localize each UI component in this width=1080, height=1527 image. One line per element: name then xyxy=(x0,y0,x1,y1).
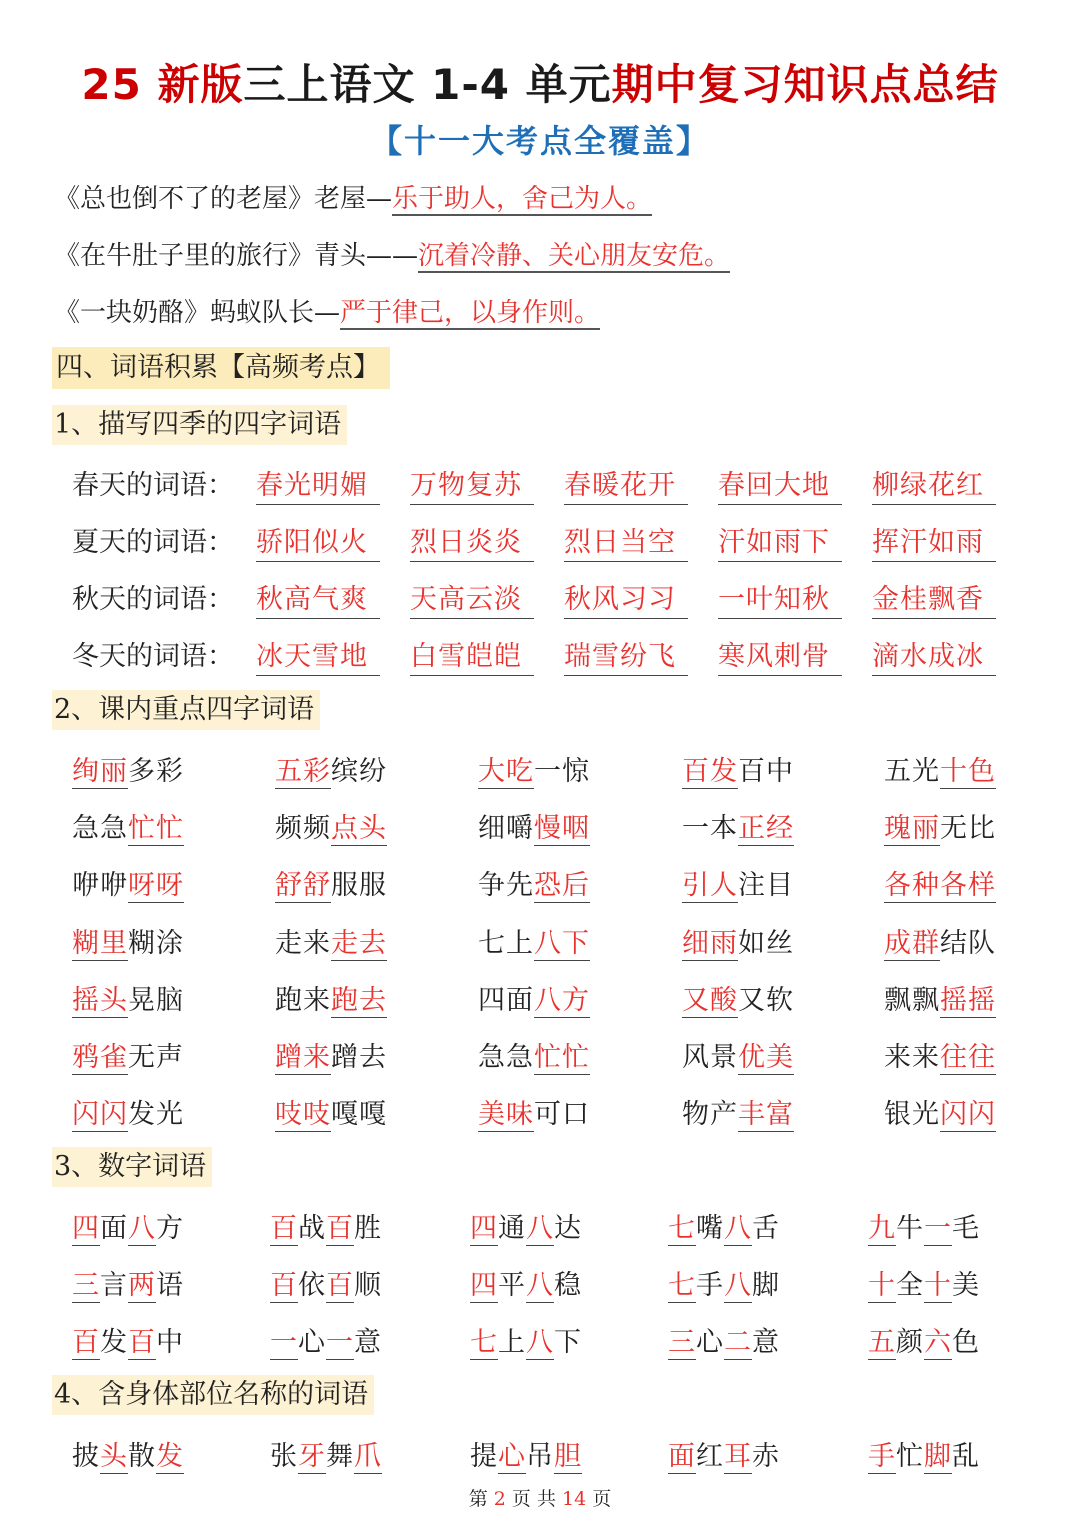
plain-chars: 咿咿 xyxy=(72,870,128,902)
season-word: 白雪皑皑 xyxy=(410,634,534,676)
highlighted-chars: 四 xyxy=(470,1270,498,1301)
highlighted-chars: 头 xyxy=(100,1441,128,1472)
plain-chars: 色 xyxy=(952,1327,980,1358)
plain-chars: 手 xyxy=(696,1270,724,1301)
highlighted-chars: 优美 xyxy=(738,1042,794,1073)
season-word: 万物复苏 xyxy=(410,463,534,505)
plain-chars: 又软 xyxy=(738,984,794,1016)
highlighted-chars: 又酸 xyxy=(682,984,738,1016)
plain-chars: 战 xyxy=(298,1213,326,1244)
character-prefix: 《总也倒不了的老屋》老屋— xyxy=(54,184,393,214)
highlighted-chars: 八 xyxy=(128,1213,156,1244)
key-word xyxy=(275,921,387,960)
number-word xyxy=(668,1320,780,1359)
plain-chars: 美 xyxy=(952,1270,980,1301)
subheading-number-words: 3、数字词语 xyxy=(52,1147,212,1187)
plain-chars: 银光 xyxy=(884,1099,940,1131)
highlighted-chars: 六 xyxy=(924,1327,952,1358)
word-row xyxy=(0,863,1080,907)
highlighted-chars: 闪闪 xyxy=(72,1099,128,1131)
season-word: 滴水成冰 xyxy=(872,634,996,676)
plain-chars: 糊涂 xyxy=(128,927,184,959)
plain-chars: 晃脑 xyxy=(128,984,184,1016)
highlighted-chars: 绚丽 xyxy=(72,756,128,787)
subheading-body-words: 4、含身体部位名称的词语 xyxy=(52,1375,374,1415)
plain-chars: 意 xyxy=(354,1327,382,1358)
key-word xyxy=(682,806,794,845)
plain-chars: 来来 xyxy=(884,1042,940,1073)
key-word xyxy=(478,1092,590,1131)
page-subtitle: 【十一大考点全覆盖】 xyxy=(369,122,710,160)
highlighted-chars: 成群 xyxy=(884,927,940,959)
highlighted-chars: 百发 xyxy=(682,756,738,787)
highlighted-chars: 忙忙 xyxy=(128,813,184,845)
key-word xyxy=(275,806,387,845)
plain-chars: 张 xyxy=(270,1441,298,1472)
plain-chars: 吊 xyxy=(526,1441,554,1472)
highlighted-chars: 五彩 xyxy=(275,756,331,787)
highlighted-chars: 慢咽 xyxy=(534,813,590,845)
plain-chars: 跑来 xyxy=(275,984,331,1016)
footer-text: 页 xyxy=(586,1488,612,1510)
word-row xyxy=(0,978,1080,1022)
plain-chars: 赤 xyxy=(752,1441,780,1472)
key-word xyxy=(72,749,184,788)
plain-chars: 言 xyxy=(100,1270,128,1301)
plain-chars: 语 xyxy=(156,1270,184,1301)
key-word xyxy=(682,749,794,788)
key-word xyxy=(72,921,184,960)
plain-chars: 急急 xyxy=(72,813,128,845)
plain-chars: 多彩 xyxy=(128,756,184,787)
word-row xyxy=(0,1263,1080,1307)
plain-chars: 方 xyxy=(156,1213,184,1244)
season-word: 冰天雪地 xyxy=(256,634,380,676)
word-row xyxy=(0,1434,1080,1478)
season-label: 春天的词语： xyxy=(72,470,234,501)
plain-chars: 依 xyxy=(298,1270,326,1301)
highlighted-chars: 十 xyxy=(868,1270,896,1301)
highlighted-chars: 七 xyxy=(470,1327,498,1358)
plain-chars: 服服 xyxy=(331,870,387,902)
plain-chars: 发 xyxy=(100,1327,128,1358)
footer-text: 页 共 xyxy=(505,1488,563,1510)
key-word xyxy=(682,1035,794,1074)
plain-chars: 一惊 xyxy=(534,756,590,787)
number-word xyxy=(868,1206,980,1245)
highlighted-chars: 百 xyxy=(326,1270,354,1301)
footer-text: 第 xyxy=(468,1488,494,1510)
section-heading-vocabulary: 四、词语积累【高频考点】 xyxy=(52,347,390,389)
key-word xyxy=(275,1092,387,1131)
plain-chars: 七上 xyxy=(478,927,534,959)
word-row xyxy=(0,749,1080,793)
highlighted-chars: 脚 xyxy=(924,1441,952,1472)
highlighted-chars: 舒舒 xyxy=(275,870,331,902)
season-word: 一叶知秋 xyxy=(718,577,842,619)
number-word xyxy=(270,1263,382,1302)
plain-chars: 乱 xyxy=(952,1441,980,1472)
highlighted-chars: 细雨 xyxy=(682,927,738,959)
number-word xyxy=(72,1320,184,1359)
footer-page-total: 14 xyxy=(562,1488,587,1510)
highlighted-chars: 糊里 xyxy=(72,927,128,959)
highlighted-chars: 百 xyxy=(326,1213,354,1244)
key-word xyxy=(478,749,590,788)
highlighted-chars: 七 xyxy=(668,1270,696,1301)
word-row xyxy=(0,1092,1080,1136)
number-word xyxy=(72,1263,184,1302)
key-word xyxy=(884,863,996,902)
plain-chars: 发光 xyxy=(128,1099,184,1131)
plain-chars: 稳 xyxy=(554,1270,582,1301)
plain-chars: 披 xyxy=(72,1441,100,1472)
body-word xyxy=(470,1434,582,1473)
plain-chars: 结队 xyxy=(940,927,996,959)
highlighted-chars: 大吃 xyxy=(478,756,534,787)
plain-chars: 平 xyxy=(498,1270,526,1301)
highlighted-chars: 八 xyxy=(724,1213,752,1244)
key-word xyxy=(478,806,590,845)
highlighted-chars: 八 xyxy=(526,1213,554,1244)
key-word xyxy=(884,921,996,960)
plain-chars: 缤纷 xyxy=(331,756,387,787)
highlighted-chars: 发 xyxy=(156,1441,184,1472)
plain-chars: 五光 xyxy=(884,756,940,787)
number-word xyxy=(270,1320,382,1359)
highlighted-chars: 四 xyxy=(470,1213,498,1244)
key-word xyxy=(478,921,590,960)
word-row xyxy=(0,1035,1080,1079)
number-word xyxy=(868,1263,980,1302)
highlighted-chars: 耳 xyxy=(724,1441,752,1472)
highlighted-chars: 胆 xyxy=(554,1441,582,1472)
plain-chars: 胜 xyxy=(354,1213,382,1244)
season-word: 柳绿花红 xyxy=(872,463,996,505)
key-word xyxy=(682,978,794,1017)
key-word xyxy=(275,1035,387,1074)
highlighted-chars: 百 xyxy=(72,1327,100,1358)
highlighted-chars: 八 xyxy=(526,1327,554,1358)
plain-chars: 脚 xyxy=(752,1270,780,1301)
plain-chars: 一本 xyxy=(682,813,738,845)
word-row xyxy=(0,921,1080,965)
plain-chars: 中 xyxy=(156,1327,184,1358)
highlighted-chars: 正经 xyxy=(738,813,794,845)
highlighted-chars: 摇头 xyxy=(72,984,128,1016)
key-word xyxy=(72,1035,184,1074)
key-word xyxy=(884,1092,996,1131)
key-word xyxy=(682,863,794,902)
page-title xyxy=(0,52,1080,112)
plain-chars: 物产 xyxy=(682,1099,738,1131)
season-word: 秋高气爽 xyxy=(256,577,380,619)
highlighted-chars: 八下 xyxy=(534,927,590,959)
highlighted-chars: 闪闪 xyxy=(940,1099,996,1131)
highlighted-chars: 百 xyxy=(270,1270,298,1301)
highlighted-chars: 十 xyxy=(924,1270,952,1301)
highlighted-chars: 一 xyxy=(924,1213,952,1244)
highlighted-chars: 两 xyxy=(128,1270,156,1301)
highlighted-chars: 一 xyxy=(270,1327,298,1358)
highlighted-chars: 忙忙 xyxy=(534,1042,590,1073)
highlighted-chars: 点头 xyxy=(331,813,387,845)
number-word xyxy=(668,1263,780,1302)
key-word xyxy=(72,863,184,902)
highlighted-chars: 八 xyxy=(526,1270,554,1301)
plain-chars: 飘飘 xyxy=(884,984,940,1016)
season-word: 金桂飘香 xyxy=(872,577,996,619)
season-word: 烈日当空 xyxy=(564,520,688,562)
highlighted-chars: 呀呀 xyxy=(128,870,184,902)
highlighted-chars: 手 xyxy=(868,1441,896,1472)
character-prefix: 《一块奶酪》蚂蚁队长— xyxy=(54,298,341,328)
highlighted-chars: 三 xyxy=(668,1327,696,1358)
plain-chars: 心 xyxy=(696,1327,724,1358)
plain-chars: 顺 xyxy=(354,1270,382,1301)
number-word xyxy=(470,1263,582,1302)
body-word xyxy=(868,1434,980,1473)
plain-chars: 舞 xyxy=(326,1441,354,1472)
highlighted-chars: 八方 xyxy=(534,984,590,1016)
plain-chars: 无声 xyxy=(128,1042,184,1073)
highlighted-chars: 蹭来 xyxy=(275,1042,331,1073)
number-word xyxy=(470,1206,582,1245)
highlighted-chars: 摇摇 xyxy=(940,984,996,1016)
character-line xyxy=(54,292,614,329)
plain-chars: 牛 xyxy=(896,1213,924,1244)
highlighted-chars: 八 xyxy=(724,1270,752,1301)
season-word: 春回大地 xyxy=(718,463,842,505)
plain-chars: 达 xyxy=(554,1213,582,1244)
plain-chars: 注目 xyxy=(738,870,794,902)
title-part-3: 期中复习知识点总结 xyxy=(611,60,999,109)
subheading-seasons: 1、描写四季的四字词语 xyxy=(52,405,347,445)
season-label: 夏天的词语： xyxy=(72,527,234,558)
plain-chars: 红 xyxy=(696,1441,724,1472)
plain-chars: 无比 xyxy=(940,813,996,845)
season-word: 烈日炎炎 xyxy=(410,520,534,562)
plain-chars: 颜 xyxy=(896,1327,924,1358)
highlighted-chars: 三 xyxy=(72,1270,100,1301)
key-word xyxy=(478,863,590,902)
highlighted-chars: 一 xyxy=(326,1327,354,1358)
highlighted-chars: 七 xyxy=(668,1213,696,1244)
highlighted-chars: 美味 xyxy=(478,1099,534,1131)
character-line xyxy=(54,235,744,272)
plain-chars: 心 xyxy=(298,1327,326,1358)
character-line xyxy=(54,178,666,215)
season-word: 寒风刺骨 xyxy=(718,634,842,676)
season-word: 春暖花开 xyxy=(564,463,688,505)
word-row xyxy=(0,1206,1080,1250)
plain-chars: 全 xyxy=(896,1270,924,1301)
plain-chars: 争先 xyxy=(478,870,534,902)
season-word: 天高云淡 xyxy=(410,577,534,619)
key-word xyxy=(884,749,996,788)
highlighted-chars: 吱吱 xyxy=(275,1099,331,1131)
body-word xyxy=(72,1434,184,1473)
plain-chars: 百中 xyxy=(738,756,794,787)
highlighted-chars: 丰富 xyxy=(738,1099,794,1131)
highlighted-chars: 心 xyxy=(498,1441,526,1472)
highlighted-chars: 百 xyxy=(270,1213,298,1244)
highlighted-chars: 十色 xyxy=(940,756,996,787)
plain-chars: 细嚼 xyxy=(478,813,534,845)
key-word xyxy=(682,921,794,960)
key-word xyxy=(275,749,387,788)
highlighted-chars: 牙 xyxy=(298,1441,326,1472)
plain-chars: 可口 xyxy=(534,1099,590,1131)
word-row xyxy=(0,1320,1080,1364)
plain-chars: 蹭去 xyxy=(331,1042,387,1073)
plain-chars: 走来 xyxy=(275,927,331,959)
number-word xyxy=(868,1320,980,1359)
highlighted-chars: 跑去 xyxy=(331,984,387,1016)
season-word: 汗如雨下 xyxy=(718,520,842,562)
season-label: 秋天的词语： xyxy=(72,584,234,615)
highlighted-chars: 往往 xyxy=(940,1042,996,1073)
season-word: 秋风习习 xyxy=(564,577,688,619)
key-word xyxy=(72,978,184,1017)
plain-chars: 四面 xyxy=(478,984,534,1016)
page-footer xyxy=(0,1484,1080,1511)
character-prefix: 《在牛肚子里的旅行》青头—— xyxy=(54,241,419,271)
season-word: 春光明媚 xyxy=(256,463,380,505)
plain-chars: 舌 xyxy=(752,1213,780,1244)
number-word xyxy=(668,1206,780,1245)
body-word xyxy=(270,1434,382,1473)
plain-chars: 散 xyxy=(128,1441,156,1472)
key-word xyxy=(478,1035,590,1074)
plain-chars: 嘴 xyxy=(696,1213,724,1244)
highlighted-chars: 引人 xyxy=(682,870,738,902)
highlighted-chars: 面 xyxy=(668,1441,696,1472)
plain-chars: 意 xyxy=(752,1327,780,1358)
key-word xyxy=(478,978,590,1017)
highlighted-chars: 各种各样 xyxy=(884,870,996,902)
highlighted-chars: 四 xyxy=(72,1213,100,1244)
key-word xyxy=(884,806,996,845)
footer-page-number: 2 xyxy=(493,1488,506,1510)
number-word xyxy=(72,1206,184,1245)
plain-chars: 面 xyxy=(100,1213,128,1244)
body-word xyxy=(668,1434,780,1473)
highlighted-chars: 五 xyxy=(868,1327,896,1358)
key-word xyxy=(275,863,387,902)
key-word xyxy=(884,978,996,1017)
highlighted-chars: 九 xyxy=(868,1213,896,1244)
key-word xyxy=(682,1092,794,1131)
highlighted-chars: 瑰丽 xyxy=(884,813,940,845)
key-word xyxy=(275,978,387,1017)
key-word xyxy=(884,1035,996,1074)
number-word xyxy=(270,1206,382,1245)
highlighted-chars: 走去 xyxy=(331,927,387,959)
plain-chars: 嘎嘎 xyxy=(331,1099,387,1131)
highlighted-chars: 恐后 xyxy=(534,870,590,902)
season-label: 冬天的词语： xyxy=(72,641,234,672)
plain-chars: 上 xyxy=(498,1327,526,1358)
season-word: 挥汗如雨 xyxy=(872,520,996,562)
plain-chars: 忙 xyxy=(896,1441,924,1472)
plain-chars: 提 xyxy=(470,1441,498,1472)
subheading-key-words: 2、课内重点四字词语 xyxy=(52,690,320,730)
title-part-1: 25 新版 xyxy=(81,60,244,109)
number-word xyxy=(470,1320,582,1359)
title-part-2: 三上语文 1-4 单元 xyxy=(243,60,612,109)
highlighted-chars: 百 xyxy=(128,1327,156,1358)
word-row xyxy=(0,806,1080,850)
key-word xyxy=(72,1092,184,1131)
plain-chars: 频频 xyxy=(275,813,331,845)
highlighted-chars: 鸦雀 xyxy=(72,1042,128,1073)
plain-chars: 风景 xyxy=(682,1042,738,1073)
season-word: 瑞雪纷飞 xyxy=(564,634,688,676)
character-answer: 沉着冷静、关心朋友安危。 xyxy=(418,241,731,271)
highlighted-chars: 二 xyxy=(724,1327,752,1358)
plain-chars: 如丝 xyxy=(738,927,794,959)
season-word: 骄阳似火 xyxy=(256,520,380,562)
plain-chars: 通 xyxy=(498,1213,526,1244)
plain-chars: 急急 xyxy=(478,1042,534,1073)
plain-chars: 下 xyxy=(554,1327,582,1358)
highlighted-chars: 爪 xyxy=(354,1441,382,1472)
key-word xyxy=(72,806,184,845)
character-answer: 乐于助人，舍己为人。 xyxy=(392,184,653,214)
plain-chars: 毛 xyxy=(952,1213,980,1244)
character-answer: 严于律己，以身作则。 xyxy=(340,298,601,328)
